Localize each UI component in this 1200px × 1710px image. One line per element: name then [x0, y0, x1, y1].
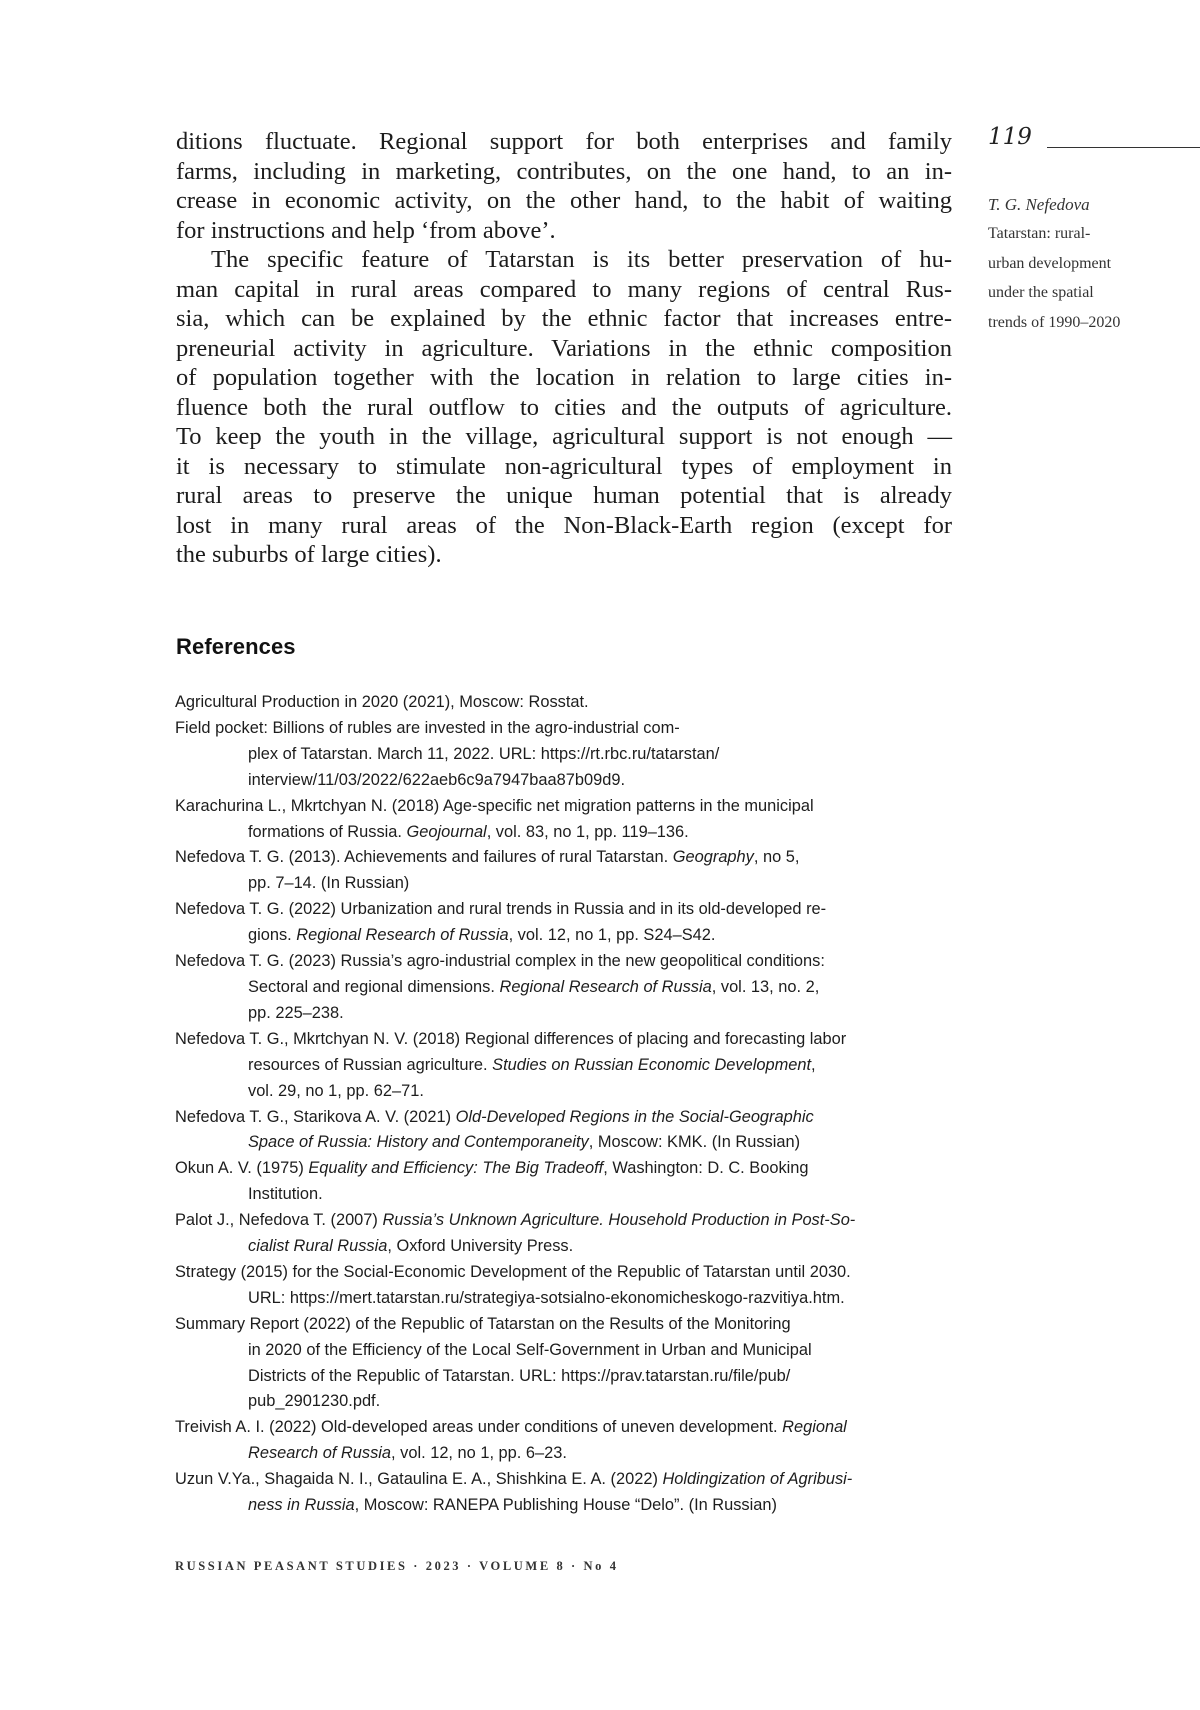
body-line: man capital in rural areas compared to many regions of central Rus- — [176, 275, 952, 303]
reference-line — [175, 1415, 955, 1441]
reference-text: Agricultural Production in 2020 (2021), Moscow: Rosstat. — [175, 693, 589, 711]
reference-text: interview/11/03/2022/622aeb6c9a7947baa87b09d9. — [248, 770, 626, 789]
reference-line — [175, 1338, 955, 1364]
reference-line — [175, 1208, 955, 1234]
reference-line — [175, 1001, 955, 1027]
running-head-title-line: trends of 1990–2020 — [988, 313, 1121, 331]
reference-text: pub_2901230.pdf. — [248, 1392, 381, 1411]
reference-line — [175, 1286, 955, 1312]
body-text — [176, 127, 952, 570]
reference-italic-title: Equality and Efficiency: The Big Tradeoff — [308, 1159, 604, 1178]
body-line: preneurial activity in agriculture. Variations in the ethnic composition — [176, 334, 952, 362]
reference-text: Summary Report (2022) of the Republic of Tatarstan on the Results of the Monitoring — [175, 1314, 791, 1333]
reference-text: , no 5, — [753, 848, 800, 867]
reference-line — [175, 1182, 955, 1208]
reference-text: formations of Russia. — [248, 822, 407, 841]
reference-text: Institution. — [248, 1185, 323, 1204]
reference-entry — [175, 1467, 955, 1519]
body-line: sia, which can be explained by the ethnic factor that increases entre- — [176, 305, 952, 332]
reference-line — [175, 1105, 955, 1131]
reference-entry — [175, 716, 955, 794]
reference-text: pp. 225–238. — [248, 1003, 344, 1022]
reference-line — [175, 871, 955, 897]
reference-line — [175, 820, 955, 846]
body-line: fluence both the rural outflow to cities and the outputs of agriculture. — [176, 393, 952, 421]
reference-italic-title: Regional Research of Russia — [499, 977, 712, 996]
reference-entry — [175, 1415, 955, 1467]
reference-line — [175, 1156, 955, 1182]
reference-text: Districts of the Republic of Tatarstan. URL: https://prav.tatarstan.ru/file/pub/ — [248, 1366, 791, 1385]
reference-italic-title: Regional — [782, 1418, 847, 1437]
reference-text: , Washington: D. C. Booking — [603, 1159, 809, 1178]
reference-line — [175, 1260, 955, 1286]
body-line: for instructions and help ‘from above’. — [176, 216, 556, 244]
journal-footer: RUSSIAN PEASANT STUDIES · 2023 · VOLUME 8 · No 4 — [175, 1559, 619, 1573]
reference-line — [175, 1364, 955, 1390]
reference-line — [175, 897, 955, 923]
reference-text: Okun A. V. (1975) — [175, 1159, 309, 1178]
reference-italic-title: Geography — [672, 848, 754, 867]
body-line: ditions fluctuate. Regional support for both enterprises and family — [176, 128, 952, 155]
reference-line — [175, 1441, 955, 1467]
reference-text: Treivish A. I. (2022) Old-developed areas under conditions of uneven development. — [175, 1418, 783, 1437]
reference-text: vol. 29, no 1, pp. 62–71. — [248, 1081, 424, 1100]
reference-text: Palot J., Nefedova T. (2007) — [175, 1211, 383, 1230]
reference-text: , Moscow: RANEPA Publishing House “Delo”. (In Russian) — [354, 1496, 777, 1515]
reference-entry — [175, 690, 955, 716]
reference-text: Nefedova T. G. (2022) Urbanization and rural trends in Russia and in its old-developed re- — [175, 900, 827, 919]
reference-text: , vol. 83, no 1, pp. 119–136. — [486, 822, 689, 841]
reference-line — [175, 742, 955, 768]
reference-text: URL: https://mert.tatarstan.ru/strategiya-sotsialno-ekonomicheskogo-razvitiya.htm. — [248, 1288, 845, 1307]
reference-line — [175, 845, 955, 871]
reference-text: Nefedova T. G., Starikova A. V. (2021) — [175, 1107, 456, 1126]
reference-text: , Oxford University Press. — [387, 1237, 574, 1256]
reference-line — [175, 975, 955, 1001]
reference-text: , vol. 13, no. 2, — [711, 977, 820, 996]
page-number: 119 — [988, 124, 1032, 150]
reference-line — [175, 1389, 955, 1415]
reference-text: Nefedova T. G. (2013). Achievements and failures of rural Tatarstan. — [175, 848, 673, 867]
body-line: farms, including in marketing, contributes, on the one hand, to an in- — [176, 157, 952, 185]
running-head-title-line: Tatarstan: rural- — [988, 225, 1091, 242]
reference-text: pp. 7–14. (In Russian) — [248, 874, 410, 893]
running-head-title-line: under the spatial — [988, 284, 1094, 301]
reference-italic-title: Geojournal — [406, 822, 487, 841]
reference-entry — [175, 1027, 955, 1105]
reference-line — [175, 690, 955, 716]
reference-text: resources of Russian agriculture. — [248, 1055, 493, 1074]
reference-entry — [175, 1105, 955, 1157]
reference-line — [175, 794, 955, 820]
body-line: crease in economic activity, on the other hand, to the habit of waiting — [176, 187, 952, 214]
body-line: rural areas to preserve the unique human potential that is already — [176, 482, 952, 509]
references-list — [175, 690, 955, 1519]
reference-italic-title: Old-Developed Regions in the Social-Geographic — [455, 1107, 814, 1126]
reference-entry — [175, 1208, 955, 1260]
body-line: To keep the youth in the village, agricultural support is not enough — — [176, 423, 952, 450]
running-head-author: T. G. Nefedova — [988, 195, 1090, 214]
reference-line — [175, 716, 955, 742]
reference-entry — [175, 949, 955, 1027]
header-rule — [1047, 147, 1200, 148]
references-heading: References — [176, 634, 296, 659]
body-line: it is necessary to stimulate non-agricultural types of employment in — [176, 452, 952, 480]
reference-text: Strategy (2015) for the Social-Economic Development of the Republic of Tatarstan until 2030. — [175, 1262, 851, 1281]
reference-entry — [175, 1312, 955, 1416]
reference-text: Sectoral and regional dimensions. — [248, 977, 500, 996]
reference-italic-title: Regional Research of Russia — [296, 926, 509, 945]
reference-text: in 2020 of the Efficiency of the Local Self-Government in Urban and Municipal — [248, 1340, 812, 1359]
reference-line — [175, 1053, 955, 1079]
reference-line — [175, 1234, 955, 1260]
reference-line — [175, 1027, 955, 1053]
reference-text: gions. — [248, 926, 297, 945]
reference-line — [175, 1079, 955, 1105]
reference-italic-title: ness in Russia — [248, 1496, 355, 1515]
reference-text: Nefedova T. G. (2023) Russia’s agro-industrial complex in the new geopolitical conditions: — [175, 952, 825, 971]
reference-line — [175, 923, 955, 949]
reference-italic-title: Research of Russia — [248, 1444, 392, 1463]
running-head-title-line: urban development — [988, 254, 1112, 272]
body-line: the suburbs of large cities). — [176, 541, 442, 568]
reference-text: , vol. 12, no 1, pp. 6–23. — [391, 1444, 567, 1463]
reference-text: Nefedova T. G., Mkrtchyan N. V. (2018) Regional differences of placing and forecasting labor — [175, 1029, 847, 1048]
reference-text: Uzun V.Ya., Shagaida N. I., Gataulina E. A., Shishkina E. A. (2022) — [175, 1470, 663, 1489]
reference-italic-title: Studies on Russian Economic Development — [492, 1055, 812, 1074]
reference-italic-title: Holdingization of Agribusi- — [662, 1470, 853, 1489]
reference-entry — [175, 794, 955, 846]
reference-entry — [175, 1156, 955, 1208]
reference-text: plex of Tatarstan. March 11, 2022. URL: https://rt.rbc.ru/tatarstan/ — [248, 744, 720, 763]
reference-entry — [175, 1260, 955, 1312]
reference-text: , vol. 12, no 1, pp. S24–S42. — [508, 926, 716, 945]
body-line: of population together with the location in relation to large cities in- — [176, 364, 952, 391]
reference-line — [175, 768, 955, 794]
body-line: The specific feature of Tatarstan is its better preservation of hu- — [211, 246, 952, 273]
reference-entry — [175, 845, 955, 897]
reference-line — [175, 949, 955, 975]
reference-line — [175, 1312, 955, 1338]
reference-entry — [175, 897, 955, 949]
reference-text: Field pocket: Billions of rubles are invested in the agro-industrial com- — [175, 718, 680, 737]
reference-italic-title: Space of Russia: History and Contemporaneity — [248, 1133, 589, 1152]
reference-text: , — [811, 1055, 816, 1074]
reference-line — [175, 1493, 955, 1519]
reference-text: Karachurina L., Mkrtchyan N. (2018) Age-specific net migration patterns in the municipal — [175, 796, 814, 815]
body-line: lost in many rural areas of the Non-Black-Earth region (except for — [176, 511, 952, 539]
reference-italic-title: Russia’s Unknown Agriculture. Household Production in Post-So- — [382, 1211, 856, 1230]
reference-italic-title: cialist Rural Russia — [248, 1237, 388, 1256]
reference-text: , Moscow: KMK. (In Russian) — [588, 1133, 801, 1152]
reference-line — [175, 1467, 955, 1493]
reference-line — [175, 1130, 955, 1156]
running-head-sidebar — [988, 190, 1188, 337]
